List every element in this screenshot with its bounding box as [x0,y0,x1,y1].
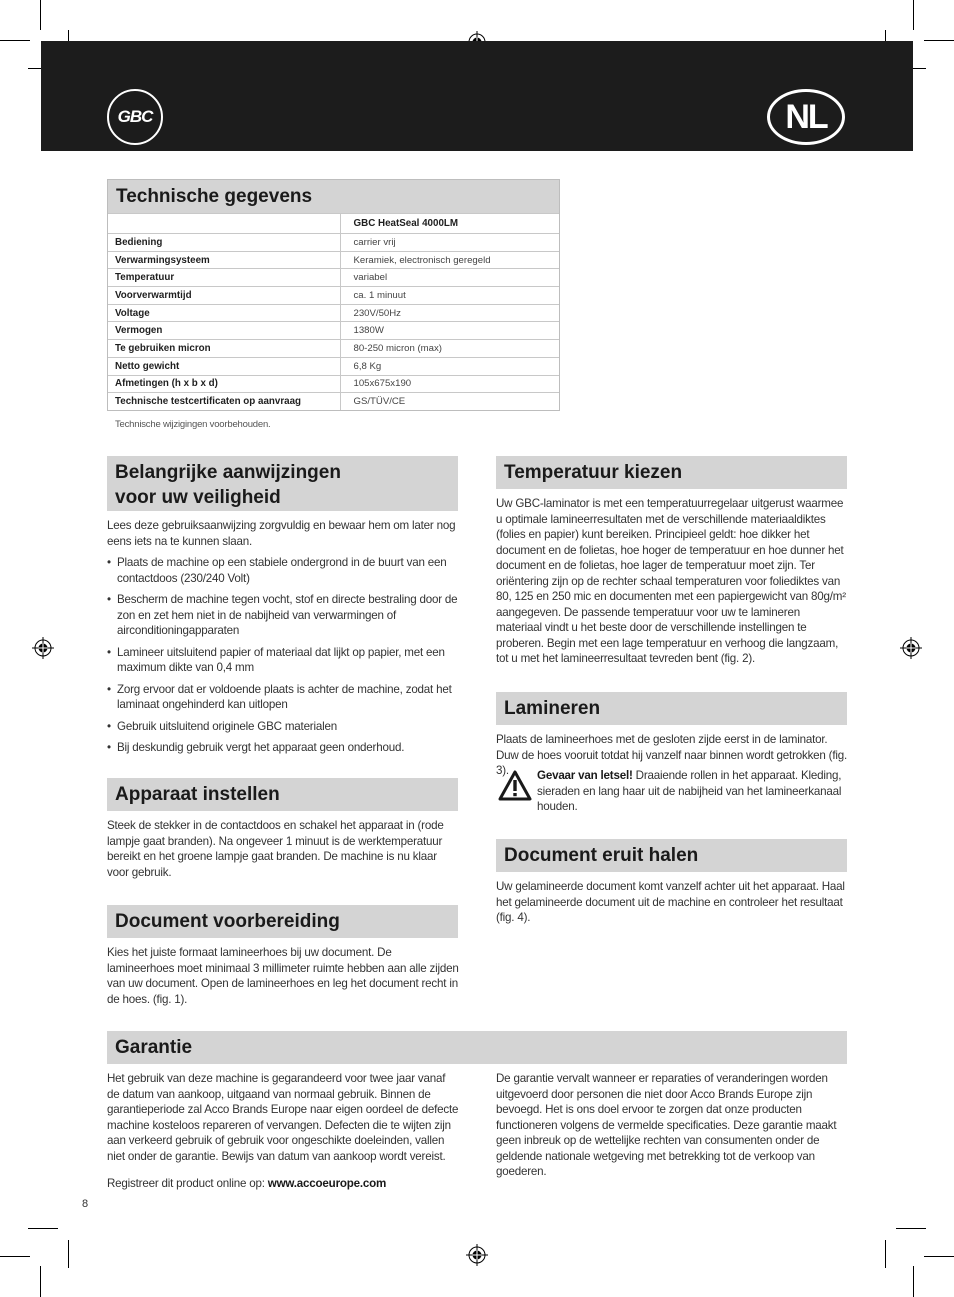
laminate-heading: Lamineren [496,692,847,725]
setup-heading: Apparaat instellen [107,778,458,811]
table-header-row [108,214,559,234]
spec-value: 80-250 micron (max) [340,340,559,358]
crop-mark [896,1228,926,1229]
spec-value: Keramiek, electronisch geregeld [340,251,559,269]
crop-mark [40,0,41,30]
safety-heading-line1: Belangrijke aanwijzingen [115,462,341,483]
spec-label: Voorverwarmtijd [108,287,340,305]
list-item: • Gebruik uitsluitend originele GBC materialen [107,719,459,735]
spec-label: Vermogen [108,322,340,340]
spec-label: Technische testcertificaten op aanvraag [108,393,340,411]
list-item: • Zorg ervoor dat er voldoende plaats is achter de machine, zodat het laminaat ongehinderd kan uitlopen [107,682,459,713]
list-item: • Plaats de machine op een stabiele ondergrond in de buurt van een contactdoos (230/240 Volt) [107,555,459,586]
table-row [108,393,559,411]
spec-value: ca. 1 minuut [340,287,559,305]
spec-value: 6,8 Kg [340,357,559,375]
list-item: • Lamineer uitsluitend papier of materiaal dat lijkt op papier, met een maximum dikte van 0,4 mm [107,645,459,676]
table-row [108,322,559,340]
table-row [108,251,559,269]
remove-body: Uw gelamineerde document komt vanzelf achter uit het apparaat. Haal het gelamineerde document uit de machine en controleer het resultaat (fig. 4). [496,880,845,924]
crop-mark [924,1256,954,1257]
crop-mark [0,1256,30,1257]
header-band [41,41,913,151]
temperature-body: Uw GBC-laminator is met een temperatuurregelaar uitgerust waarmee u optimale lamineerresultaten met de verschillende materiaaldiktes (folies en papier) kunt bereiken. Principieel geldt: hoe dikker het document en de folietas, hoe hoger de temperatuur en hoe dunner het document en de folietas, hoe lager de temperatuur moet zijn. Ter oriëntering zijn op de rechter schaal temperaturen voor foliediktes van 80, 125 en 250 mic en documenten met een papiergewicht van 80g/m² aangegeven. De passende temperatuur voor uw te lamineren materiaal vindt u het beste door de verschillende instellingen te proberen. Begin met een lage temperatuur en verhoog die langzaam, tot u met het lamineerresultaat tevreden bent (fig. 2). [496,497,846,665]
spec-label: Voltage [108,304,340,322]
safety-heading-line2: voor uw veiligheid [115,487,281,508]
table-row [108,304,559,322]
registration-mark-icon [466,1244,488,1266]
crop-mark [0,40,30,41]
table-row [108,375,559,393]
table-row [108,340,559,358]
prepare-heading: Document voorbereiding [107,905,458,938]
register-label: Registreer dit product online op: [107,1177,268,1190]
spec-table [108,213,559,410]
spec-table-panel [107,179,560,411]
page-number: 8 [82,1198,89,1210]
laminate-warning [537,768,848,815]
safety-intro: Lees deze gebruiksaanwijzing zorgvuldig en bewaar hem om later nog eens iets na te kunnen slaan. [107,519,456,548]
crop-mark [924,40,954,41]
crop-mark [28,1228,58,1229]
table-row [108,234,559,252]
spec-label: Te gebruiken micron [108,340,340,358]
table-row [108,269,559,287]
warranty-heading: Garantie [107,1031,847,1064]
remove-heading: Document eruit halen [496,839,847,872]
list-item: • Bescherm de machine tegen vocht, stof en directe bestraling door de zon en zet hem niet in de nabijheid van verwarmingen of airconditioningapparaten [107,592,459,639]
warranty-right: De garantie vervalt wanneer er reparaties of veranderingen worden uitgevoerd door personen die niet door Acco Brands Europe zijn bevoegd. Het is ons doel ervoor te zorgen dat onze producten functioneren volgens de vermelde specificaties. Deze garantie maakt geen inbreuk op de wettelijke rechten van consumenten onder de geldende nationale wetgeving met betrekking tot de verkoop van goederen. [496,1072,837,1178]
spec-label: Temperatuur [108,269,340,287]
spec-value: variabel [340,269,559,287]
crop-mark [913,0,914,30]
crop-mark [40,1266,41,1297]
prepare-body: Kies het juiste formaat lamineerhoes bij uw document. De lamineerhoes moet minimaal 3 millimeter ruimte hebben aan alle zijden van uw document. Open de lamineerhoes en leg het document recht in de hoes. (fig. 1). [107,946,459,1006]
safety-heading [107,456,458,511]
spec-value: 1380W [340,322,559,340]
spec-label: Verwarmingsysteem [108,251,340,269]
spec-footnote: Technische wijzigingen voorbehouden. [115,419,271,430]
spec-label: Afmetingen (h x b x d) [108,375,340,393]
list-item: • Bij deskundig gebruik vergt het apparaat geen onderhoud. [107,740,459,756]
safety-body [107,518,459,756]
crop-mark [913,1266,914,1297]
setup-body: Steek de stekker in de contactdoos en schakel het apparaat in (rode lampje gaat branden). Na ongeveer 1 minuut is de werktemperatuur bereikt en het groene lampje gaat branden. De machine is nu klaar voor gebruik. [107,819,444,879]
warning-text: Draaiende rollen in het apparaat. Kleding, sieraden en lang haar uit de nabijheid van het lamineerkanaal houden. [537,769,842,813]
warning-label: Gevaar van letsel! [537,769,633,782]
table-row [108,287,559,305]
spec-column-header: GBC HeatSeal 4000LM [340,214,559,234]
warranty-register [107,1176,459,1192]
spec-value: carrier vrij [340,234,559,252]
crop-mark [68,1240,69,1268]
gbc-logo: GBC [107,89,163,145]
spec-label: Netto gewicht [108,357,340,375]
spec-title: Technische gegevens [108,180,559,213]
spec-value: 105x675x190 [340,375,559,393]
table-row [108,357,559,375]
warranty-left: Het gebruik van deze machine is gegarandeerd voor twee jaar vanaf de datum van aankoop, uitgaand van normaal gebruik. Binnen de garantieperiode zal Acco Brands Europe naar eigen oordeel de defecte machine kosteloos repareren of vervangen. Defecten die te wijten zijn aan verkeerd gebruik of gebruik voor ongeschikte doeleinden, vallen niet onder de garantie. Bewijs van datum van aankoop wordt vereist. [107,1072,459,1163]
warning-triangle-icon [498,770,532,802]
spec-value: 230V/50Hz [340,304,559,322]
temperature-heading: Temperatuur kiezen [496,456,847,489]
register-link[interactable]: www.accoeurope.com [267,1177,387,1190]
safety-list [107,555,459,756]
spec-value: GS/TÜV/CE [340,393,559,411]
registration-mark-icon [32,637,54,659]
crop-mark [885,1240,886,1268]
spec-label: Bediening [108,234,340,252]
registration-mark-icon [900,637,922,659]
laminate-body: Plaats de lamineerhoes met de gesloten zijde eerst in de laminator. Duw de hoes vooruit totdat hij vanzelf naar binnen wordt getrokken (fig. 3). [496,733,848,777]
language-badge: NL [767,89,845,145]
